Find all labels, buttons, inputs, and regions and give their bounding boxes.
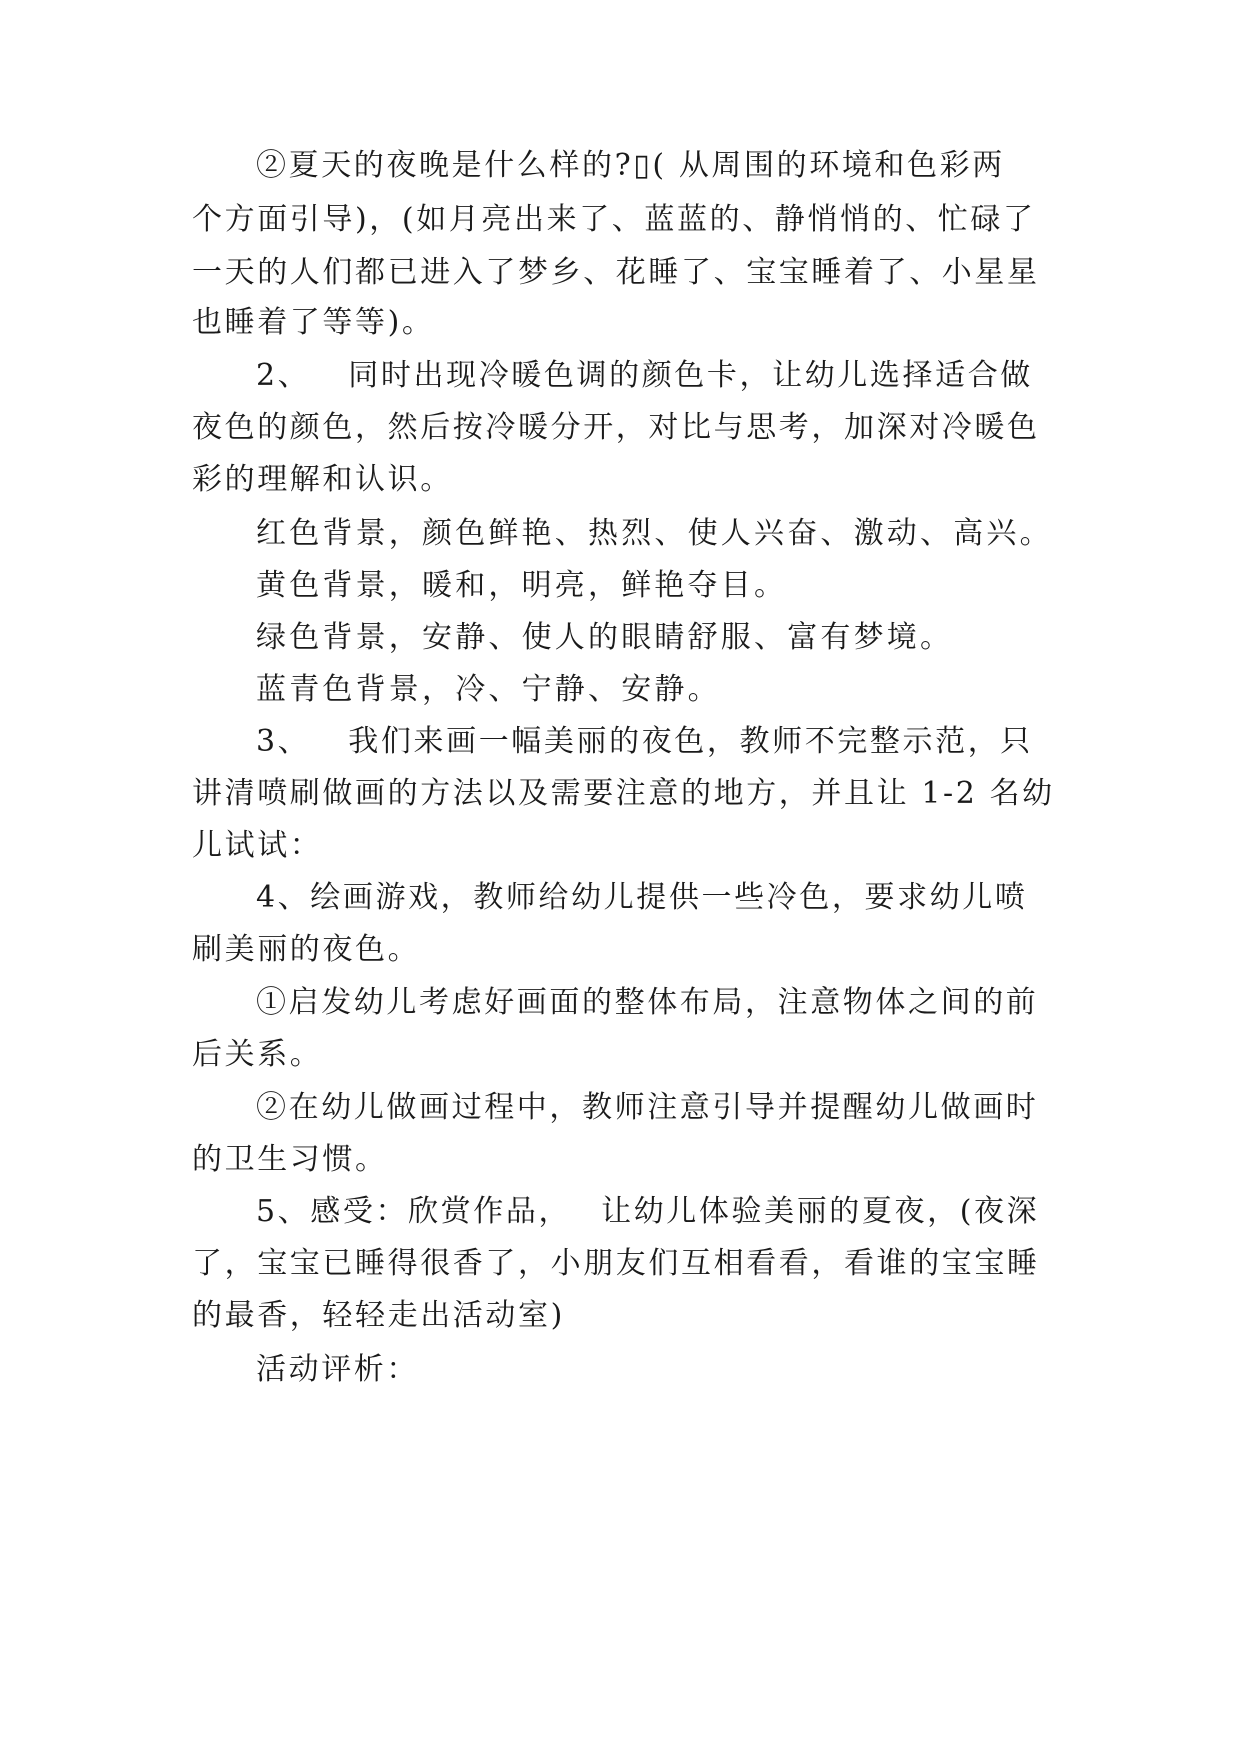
text-line: ②夏天的夜晚是什么样的?▯( 从周围的环境和色彩两: [256, 148, 1005, 183]
text-line: 的卫生习惯。: [192, 1142, 388, 1177]
text-line: 彩的理解和认识。: [192, 462, 453, 497]
text-line: 黄色背景，暖和，明亮，鲜艳夺目。: [256, 568, 788, 603]
text-line: 同时出现冷暖色调的颜色卡，让幼儿选择适合做: [348, 358, 1033, 393]
text-line: 也睡着了等等)。: [192, 305, 435, 340]
text-line: ①启发幼儿考虑好画面的整体布局，注意物体之间的前: [256, 985, 1039, 1020]
text-line: 夜色的颜色，然后按冷暖分开，对比与思考，加深对冷暖色: [192, 410, 1040, 445]
text-line: 讲清喷刷做画的方法以及需要注意的地方，并且让 1-2 名幼: [192, 776, 1055, 811]
text-line: 绿色背景，安静、使人的眼睛舒服、富有梦境。: [256, 620, 954, 655]
text-line: 后关系。: [192, 1037, 323, 1072]
text-line: 5、感受：欣赏作品，: [256, 1194, 572, 1229]
numbered-line: [256, 722, 1146, 762]
numbered-line: [256, 356, 1146, 396]
text-line: 活动评析：: [256, 1352, 419, 1387]
text-line: 刷美丽的夜色。: [192, 932, 421, 967]
item-number: 2、: [256, 358, 311, 393]
text-line: 4、绘画游戏，教师给幼儿提供一些冷色，要求幼儿喷: [256, 880, 1028, 915]
text-line: 儿试试：: [192, 828, 323, 863]
item-number: 3、: [256, 724, 311, 759]
text-line: 一天的人们都已进入了梦乡、花睡了、宝宝睡着了、小星星: [192, 255, 1040, 290]
text-line: 蓝青色背景，冷、宁静、安静。: [256, 672, 721, 707]
text-line: ②在幼儿做画过程中，教师注意引导并提醒幼儿做画时: [256, 1090, 1039, 1125]
text-line: 的最香，轻轻走出活动室): [192, 1298, 565, 1333]
text-line: 了，宝宝已睡得很香了，小朋友们互相看看，看谁的宝宝睡: [192, 1246, 1040, 1281]
numbered-line: [256, 1192, 1146, 1232]
text-line: 我们来画一幅美丽的夜色，教师不完整示范，只: [348, 724, 1033, 759]
text-line: 个方面引导)，(如月亮出来了、蓝蓝的、静悄悄的、忙碌了: [192, 202, 1036, 237]
text-line: 让幼儿体验美丽的夏夜，(夜深: [601, 1194, 1040, 1229]
text-line: 红色背景，颜色鲜艳、热烈、使人兴奋、激动、高兴。: [256, 516, 1053, 551]
